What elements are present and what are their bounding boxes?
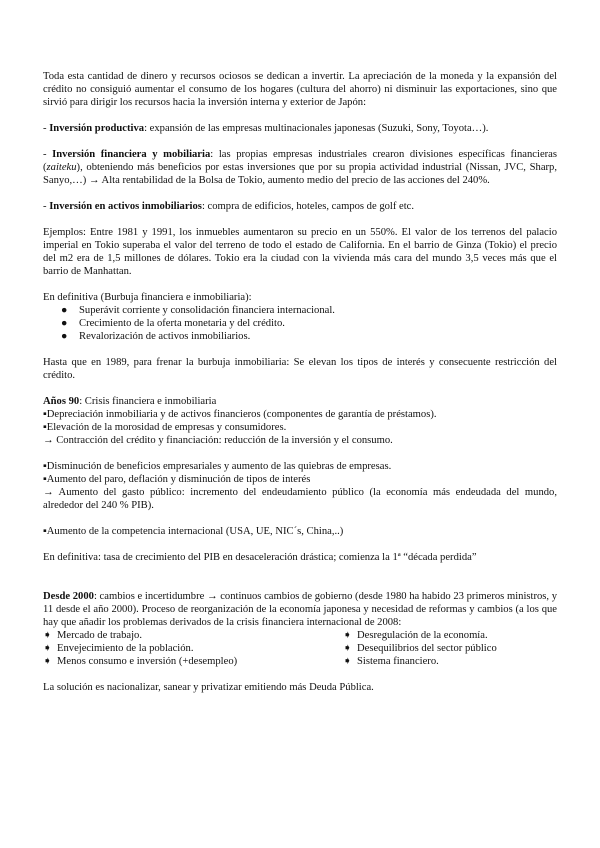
- arrow-bullet-icon: ➧: [43, 656, 52, 667]
- anos90-line: ▪Elevación de la morosidad de empresas y consumidores.: [43, 422, 287, 433]
- bullet-icon: ●: [61, 331, 68, 342]
- gasto-publico-line: → Aumento del gasto público: incremento del endeudamiento público (la economía más endeudada del mundo, alrededor del 240 % PIB).: [43, 487, 557, 511]
- inversion-financiera-title: Inversión financiera y mobiliaria: [52, 149, 211, 160]
- list-item-text: Envejecimiento de la población.: [57, 643, 194, 654]
- problems-right-column: [343, 629, 557, 668]
- desde2000-paragraph: [43, 590, 557, 629]
- burbuja-list: [43, 304, 557, 343]
- inversion-inmobiliaria: - Inversión en activos inmobiliarios: compra de edificios, hoteles, campos de golf etc.: [43, 201, 415, 212]
- inversion-inmobiliaria-title: Inversión en activos inmobiliarios: [49, 201, 202, 212]
- list-item-text: Superávit corriente y consolidación financiera internacional.: [79, 305, 335, 316]
- arrow-bullet-icon: ➧: [43, 643, 52, 654]
- inversion-financiera-text2: ), obteniendo más beneficios por estas inversiones que por su propia actividad industrial (Nissan, JVC, Sharp, Sanyo,…) → Alta rentabilidad de la Bolsa de Tokio, aumento medio del precio de las acciones del 240%.: [43, 162, 557, 186]
- list-item: [343, 629, 557, 642]
- definitiva2-paragraph: En definitiva: tasa de crecimiento del PIB en desaceleración drástica; comienza la 1ª “década perdida”: [43, 552, 477, 563]
- arrow-bullet-icon: ➧: [343, 656, 352, 667]
- competencia-line: ▪Aumento de la competencia internacional (USA, UE, NIC´s, China,..): [43, 526, 344, 537]
- hasta-paragraph: Hasta que en 1989, para frenar la burbuja inmobiliaria: Se elevan los tipos de interés y consecuente restricción del crédito.: [43, 357, 557, 381]
- inversion-productiva-title: Inversión productiva: [49, 123, 145, 134]
- intro-paragraph: Toda esta cantidad de dinero y recursos ociosos se dedican a invertir. La apreciación de la moneda y la expansión del crédito no consiguió aumentar el consumo de los hogares (cultura del ahorro) ni disminuir las exportaciones, sino que sirvió para dirigir los recursos hacia la inversión interna y exterior de Japón:: [43, 71, 557, 108]
- inversion-financiera-text1: : las propias empresas industriales crearon divisiones específicas financieras (: [43, 149, 558, 173]
- list-item-text: Desequilibrios del sector público: [357, 643, 497, 654]
- ejemplos-paragraph: Ejemplos: Entre 1981 y 1991, los inmuebles aumentaron su precio en un 550%. El valor de los terrenos del palacio imperial en Tokio superaba el valor del terreno de todo el estado de California. En el barrio de Ginza (Tokio) el precio del m2 era de 1,5 millones de dólares. Tokio era la ciudad con la vivienda más cara del mundo 3,5 veces más que el barrio de Manhattan.: [43, 227, 557, 277]
- list-item: [61, 304, 557, 317]
- list-item-text: Crecimiento de la oferta monetaria y del crédito.: [79, 318, 285, 329]
- list-item-text: Menos consumo e inversión (+desempleo): [57, 656, 238, 667]
- solucion-paragraph: La solución es nacionalizar, sanear y privatizar emitiendo más Deuda Pública.: [43, 682, 374, 693]
- list-item: [43, 629, 343, 642]
- desde2000-title: Desde 2000: [43, 591, 94, 602]
- list-item: [43, 642, 343, 655]
- problems-left-column: [43, 629, 343, 668]
- list-item-text: Mercado de trabajo.: [57, 630, 143, 641]
- list-item-text: Sistema financiero.: [357, 656, 439, 667]
- inversion-productiva: - Inversión productiva: expansión de las empresas multinacionales japonesas (Suzuki, Sony, Toyota…).: [43, 123, 489, 134]
- list-item-text: Desregulación de la economía.: [357, 630, 488, 641]
- bullet-icon: ●: [61, 318, 68, 329]
- inversion-productiva-text: : expansión de las empresas multinacionales japonesas (Suzuki, Sony, Toyota…).: [144, 123, 489, 134]
- list-item: [343, 642, 557, 655]
- anos90-line: ▪Depreciación inmobiliaria y de activos financieros (componentes de garantía de préstamos).: [43, 409, 437, 420]
- anos90-subtitle: : Crisis financiera e inmobiliaria: [79, 396, 217, 407]
- zaiteku-term: zaiteku: [46, 162, 77, 173]
- problems-columns: [43, 629, 557, 668]
- inversion-financiera: - Inversión financiera y mobiliaria: las propias empresas industriales crearon divisiones específicas financieras (zaiteku), obteniendo más beneficios por estas inversiones que por su propia actividad industrial (Nissan, JVC, Sharp, Sanyo,…) → Alta rentabilidad de la Bolsa de Tokio, aumento medio del precio de las acciones del 240%.: [43, 149, 558, 186]
- arrow-bullet-icon: ➧: [343, 630, 352, 641]
- list-item: [61, 317, 557, 330]
- list-item: [343, 655, 557, 668]
- bullet-icon: ●: [61, 305, 68, 316]
- arrow-bullet-icon: ➧: [43, 630, 52, 641]
- anos90-line: → Contracción del crédito y financiación: reducción de la inversión y el consumo.: [43, 435, 393, 446]
- anos90-line: ▪Aumento del paro, deflación y disminución de tipos de interés: [43, 474, 311, 485]
- list-item: [61, 330, 557, 343]
- anos90-title: Años 90: [43, 396, 80, 407]
- list-item-text: Revalorización de activos inmobiliarios.: [79, 331, 251, 342]
- anos90-line: ▪Disminución de beneficios empresariales y aumento de las quiebras de empresas.: [43, 461, 392, 472]
- desde2000-text: : cambios e incertidumbre → continuos cambios de gobierno (desde 1980 ha habido 23 primeros ministros, y 11 desde el año 2000). Proceso de reorganización de la economía japonesa y necesidad de reformas y cambios (a los que hay que añadir los problemas derivados de la crisis financiera internacional de 2008:: [43, 591, 558, 628]
- inversion-inmobiliaria-text: : compra de edificios, hoteles, campos de golf etc.: [201, 201, 415, 212]
- arrow-bullet-icon: ➧: [343, 643, 352, 654]
- list-item: [43, 655, 343, 668]
- definitiva-heading: En definitiva (Burbuja financiera e inmobiliaria):: [43, 292, 252, 303]
- anos90-heading: [43, 395, 557, 408]
